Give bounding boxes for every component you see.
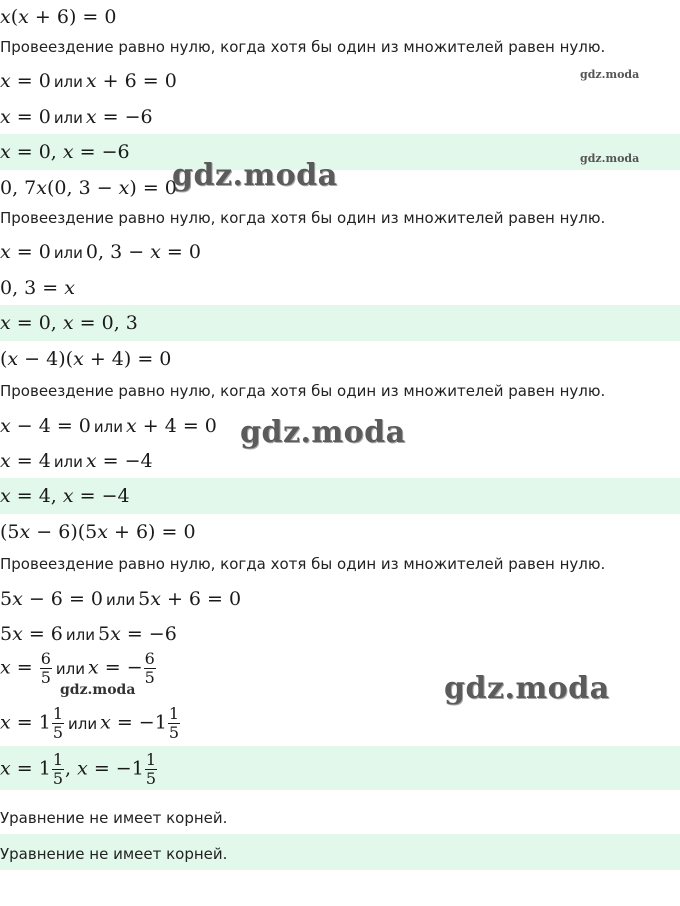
or-word: или [106,591,136,609]
no-roots-text: Уравнение не имеет корней. [0,809,228,827]
equation-2-step-2: 0, 3 = x [0,277,75,299]
equation-4-step-3: x = $\frac{6}{5}$ или x = − $\frac{6}{5}$ [0,649,155,687]
equation-2-answer: x = 0, x = 0, 3 [0,312,138,334]
rule-text-2: Провеездение равно нулю, когда хотя бы один из множителей равен нулю. [0,209,606,227]
equation-3-step-2: x = 4 или x = −4 [0,450,153,472]
fraction: $\frac{1}{5}$ [52,704,63,742]
equation-4-step-1: 5x − 6 = 0 или 5x + 6 = 0 [0,588,242,610]
rule-text-1: Провеездение равно нулю, когда хотя бы один из множителей равен нулю. [0,38,606,56]
watermark-large-1: gdz.moda [172,158,338,193]
equation-2-step-1: x = 0 или 0, 3 − x = 0 [0,241,201,263]
equation-4-step-2: 5x = 6 или 5x = −6 [0,623,177,645]
fraction: $\frac{1}{5}$ [145,750,157,788]
equation-3-statement: (x − 4)(x + 4) = 0 [0,348,172,370]
equation-4-answer: x = 1 $\frac{1}{5}$ , x = −1 $\frac{1}{5}$ [0,750,157,788]
or-word: или [65,626,95,644]
watermark-small-1: gdz.moda [580,68,640,81]
or-word: или [53,453,83,471]
equation-4-statement: (5x − 6)(5x + 6) = 0 [0,521,196,543]
rule-text-3: Провеездение равно нулю, когда хотя бы один из множителей равен нулю. [0,382,606,400]
no-roots-answer: Уравнение не имеет корней. [0,845,228,863]
fraction: $\frac{1}{5}$ [168,704,180,742]
watermark-large-2: gdz.moda [240,415,406,450]
or-word: или [53,109,83,127]
or-word: или [55,659,85,678]
watermark-small-2: gdz.moda [580,152,640,165]
watermark-large-3: gdz.moda [444,671,610,706]
or-word: или [53,244,83,262]
equation-3-step-1: x − 4 = 0 или x + 4 = 0 [0,415,217,437]
rule-text-4: Провеездение равно нулю, когда хотя бы один из множителей равен нулю. [0,555,606,573]
fraction: $\frac{6}{5}$ [144,649,155,687]
equation-4-step-4: x = 1 $\frac{1}{5}$ или x = −1 $\frac{1}{5}$ [0,704,180,742]
equation-2-statement: 0, 7x(0, 3 − x) = 0 [0,177,177,199]
or-word: или [53,73,83,91]
equation-1-statement: x(x + 6) = 0 [0,6,117,28]
or-word: или [68,714,98,733]
equation-1-answer: x = 0, x = −6 [0,141,130,163]
fraction: $\frac{6}{5}$ [40,649,51,687]
equation-1-step-2: x = 0 или x = −6 [0,106,153,128]
equation-3-answer: x = 4, x = −4 [0,485,130,507]
fraction: $\frac{1}{5}$ [52,750,63,788]
equation-1-step-1: x = 0 или x + 6 = 0 [0,70,177,92]
watermark-medium: gdz.moda [60,682,136,698]
or-word: или [93,418,123,436]
